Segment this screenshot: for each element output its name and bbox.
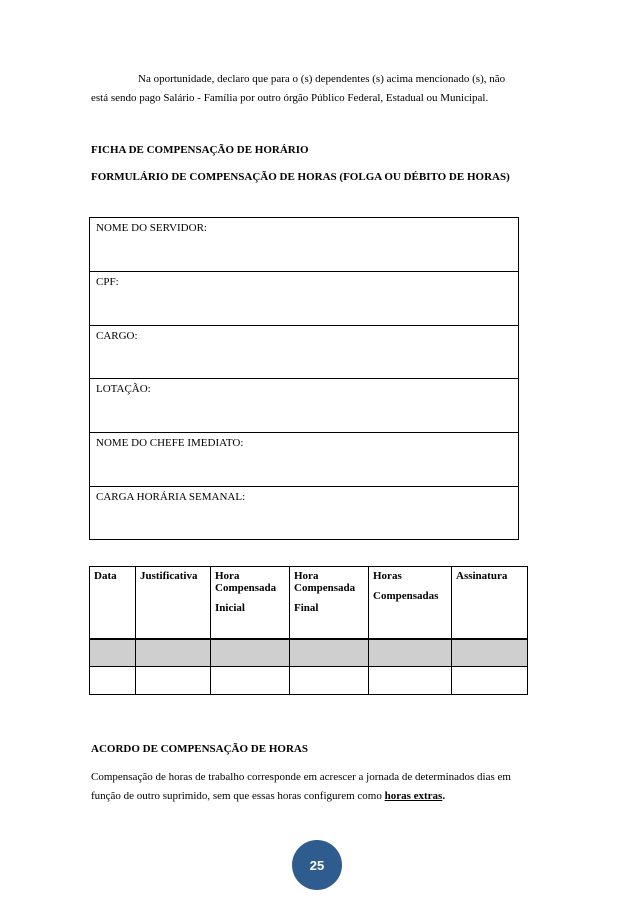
page-number-badge: 25 [292,840,342,890]
header-hora-inicial: Hora Compensada Inicial [211,567,290,639]
ficha-title: FICHA DE COMPENSAÇÃO DE HORÁRIO [91,144,309,156]
agreement-line-1: Compensação de horas de trabalho corresponde em acrescer a jornada de determinados dias em [91,771,511,783]
table-cell [211,667,290,695]
table-cell [290,667,369,695]
table-cell [452,667,528,695]
table-cell [136,639,211,667]
header-justificativa: Justificativa [136,567,211,639]
header-assinatura: Assinatura [452,567,528,639]
field-cargo: CARGO: [90,326,518,380]
table-cell [290,639,369,667]
servidor-form-box [89,217,519,540]
table-cell [369,667,452,695]
header-horas-compensadas: Horas Compensadas [369,567,452,639]
table-row [90,639,528,667]
table-cell [211,639,290,667]
table-cell [90,639,136,667]
table-row [90,667,528,695]
acordo-title: ACORDO DE COMPENSAÇÃO DE HORAS [91,743,308,755]
header-hora-final: Hora Compensada Final [290,567,369,639]
field-chefe-imediato: NOME DO CHEFE IMEDIATO: [90,433,518,487]
table-cell [452,639,528,667]
field-carga-horaria: CARGA HORÁRIA SEMANAL: [96,490,246,503]
field-lotacao: LOTAÇÃO: [90,379,518,433]
compensation-table [89,566,528,695]
header-data: Data [90,567,136,639]
field-cpf: CPF: [90,272,518,326]
table-cell [369,639,452,667]
table-cell [136,667,211,695]
table-header-row [90,567,528,639]
agreement-line-2: função de outro suprimido, sem que essas horas configurem como horas extras. [91,790,446,802]
horas-extras-term: horas extras [384,790,443,802]
field-nome-servidor: NOME DO SERVIDOR: [90,218,518,272]
formulario-title: FORMULÁRIO DE COMPENSAÇÃO DE HORAS (FOLGA OU DÉBITO DE HORAS) [91,171,510,183]
intro-line-1: Na oportunidade, declaro que para o (s) dependentes (s) acima mencionado (s), não [138,73,506,85]
intro-line-2: está sendo pago Salário - Família por outro órgão Público Federal, Estadual ou Municipal. [91,92,489,104]
table-cell [90,667,136,695]
